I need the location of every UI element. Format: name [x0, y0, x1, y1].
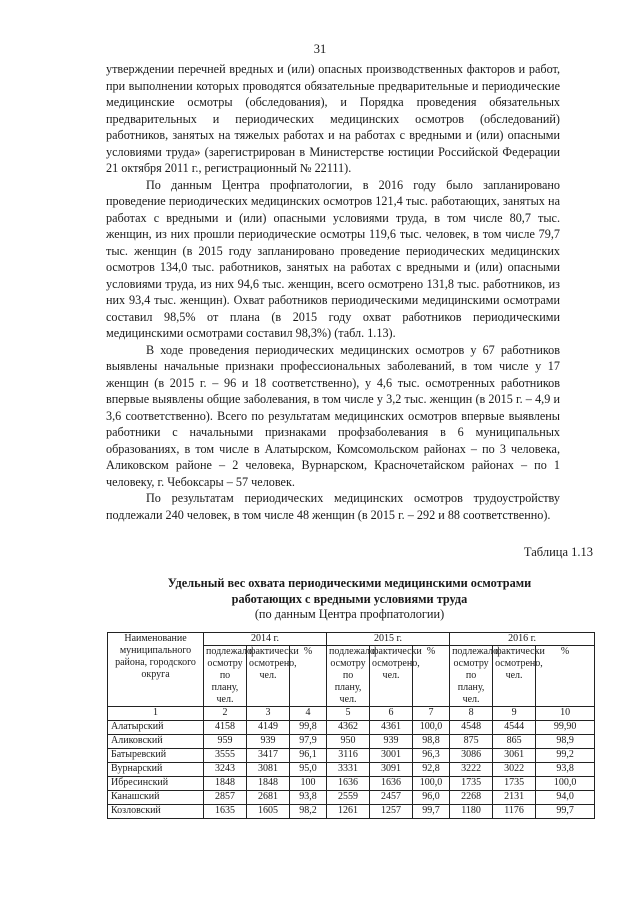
cell: 1180 — [450, 805, 493, 819]
cell: 4149 — [247, 721, 290, 735]
header-municipality: Наименование муниципального района, городского округа — [108, 633, 204, 707]
cell: 3022 — [493, 763, 536, 777]
header-year-2014: 2014 г. — [204, 633, 327, 646]
row-name: Козловский — [108, 805, 204, 819]
cell: 94,0 — [536, 791, 595, 805]
cell: 1261 — [327, 805, 370, 819]
cell: 3091 — [370, 763, 413, 777]
cell: 100,0 — [413, 777, 450, 791]
cell: 99,7 — [413, 805, 450, 819]
cell: 99,8 — [290, 721, 327, 735]
cell: 4362 — [327, 721, 370, 735]
cell: 2857 — [204, 791, 247, 805]
cell: 959 — [204, 735, 247, 749]
cell: 1636 — [327, 777, 370, 791]
cell: 93,8 — [536, 763, 595, 777]
cell: 3061 — [493, 749, 536, 763]
column-number: 4 — [290, 707, 327, 721]
header-planned: подлежало осмотру по плану, чел. — [327, 646, 370, 707]
cell: 3331 — [327, 763, 370, 777]
cell: 3001 — [370, 749, 413, 763]
table-title-line-1: Удельный вес охвата периодическими медицинскими осмотрами — [167, 576, 532, 590]
cell: 99,7 — [536, 805, 595, 819]
table-row — [108, 749, 595, 763]
cell: 99,2 — [536, 749, 595, 763]
row-name: Алатырский — [108, 721, 204, 735]
table-row — [108, 735, 595, 749]
cell: 875 — [450, 735, 493, 749]
header-actual: фактически осмотрено, чел. — [247, 646, 290, 707]
column-number: 5 — [327, 707, 370, 721]
cell: 1735 — [493, 777, 536, 791]
column-number: 1 — [108, 707, 204, 721]
cell: 3417 — [247, 749, 290, 763]
cell: 4361 — [370, 721, 413, 735]
header-planned: подлежало осмотру по плану, чел. — [204, 646, 247, 707]
cell: 92,8 — [413, 763, 450, 777]
table-row — [108, 763, 595, 777]
cell: 99,90 — [536, 721, 595, 735]
page-number: 31 — [313, 42, 327, 56]
header-percent: % — [413, 646, 450, 707]
cell: 98,2 — [290, 805, 327, 819]
table-row — [108, 805, 595, 819]
cell: 4158 — [204, 721, 247, 735]
cell: 1257 — [370, 805, 413, 819]
row-name: Аликовский — [108, 735, 204, 749]
cell: 3116 — [327, 749, 370, 763]
cell: 97,9 — [290, 735, 327, 749]
cell: 2131 — [493, 791, 536, 805]
cell: 1848 — [204, 777, 247, 791]
header-actual: фактически осмотрено, чел. — [370, 646, 413, 707]
cell: 1605 — [247, 805, 290, 819]
cell: 2681 — [247, 791, 290, 805]
paragraph-2: По данным Центра профпатологии, в 2016 году было запланировано проведение периодических медицинских осмотров 121,4 тыс. работающих, занятых на работах с вредными и (или) опасными условиями труда, в том числе 80,7 тыс. женщин, из них прошли периодические осмотры 119,6 тыс. человек, в том числе 79,7 тыс. женщин (в 2015 году запланировано проведение периодических медицинских осмотров 134,0 тыс. работников, занятых на работах с вредными и (или) опасными условиями труда, из них 94,6 тыс. женщин, всего осмотрено 131,8 тыс. работников, из них 93,4 тыс. женщин). Охват работников периодическими медицинскими осмотрами составил 98,5% от плана (в 2015 году охват работников периодическими медицинскими осмотрами составил 98,3%) (табл. 1.13). — [106, 177, 560, 340]
cell: 96,1 — [290, 749, 327, 763]
table-row — [108, 777, 595, 791]
cell: 100,0 — [413, 721, 450, 735]
table-title — [106, 576, 593, 623]
cell: 3555 — [204, 749, 247, 763]
table-subtitle: (по данным Центра профпатологии) — [254, 607, 445, 621]
header-year-2016: 2016 г. — [450, 633, 595, 646]
cell: 1735 — [450, 777, 493, 791]
body-text — [106, 61, 560, 523]
cell: 1635 — [204, 805, 247, 819]
header-actual: фактически осмотрено, чел. — [493, 646, 536, 707]
cell: 2268 — [450, 791, 493, 805]
paragraph-1: утверждении перечней вредных и (или) опасных производственных факторов и работ, при выполнении которых проводятся обязательные предварительные и периодические медицинские осмотры (обследования), и Порядка проведения обязательных предварительных и периодических медицинских осмотров (обследований) работников, занятых на тяжелых работах и на работах с вредными и (или) опасными условиями труда» (зарегистрирован в Министерстве юстиции Российской Федерации 21 октября 2011 г., регистрационный № 22111). — [106, 62, 560, 175]
cell: 100 — [290, 777, 327, 791]
column-number: 6 — [370, 707, 413, 721]
paragraph-3: В ходе проведения периодических медицинских осмотров у 67 работников выявлены начальные признаки профессиональных заболеваний, в том числе у 17 женщин (в 2015 г. – 96 и 18 соответственно), у 4,6 тыс. осмотренных работников впервые выявлены общие заболевания, в том числе у 3,2 тыс. женщин (в 2015 г. – 4,9 и 3,6 соответственно). Всего по результатам медицинских осмотров впервые выявлены работники с начальными признаками профзаболевания в 6 муниципальных образованиях, в том числе в Алатырском, Комсомольском районах – по 3 человека, Аликовском районе – 2 человека, Вурнарском, Красночетайском районах – по 1 человеку, г. Чебоксары – 57 человек. — [106, 342, 560, 489]
cell: 939 — [247, 735, 290, 749]
cell: 95,0 — [290, 763, 327, 777]
table-row — [108, 721, 595, 735]
cell: 98,9 — [536, 735, 595, 749]
cell: 950 — [327, 735, 370, 749]
row-name: Канашский — [108, 791, 204, 805]
cell: 1636 — [370, 777, 413, 791]
cell: 2457 — [370, 791, 413, 805]
header-percent: % — [290, 646, 327, 707]
cell: 2559 — [327, 791, 370, 805]
table-label: Таблица 1.13 — [523, 545, 593, 559]
column-number: 2 — [204, 707, 247, 721]
coverage-table — [107, 632, 595, 819]
column-number: 3 — [247, 707, 290, 721]
paragraph-4: По результатам периодических медицинских осмотров трудоустройству подлежали 240 человек, в том числе 48 женщин (в 2015 г. – 292 и 88 соответственно). — [106, 491, 560, 522]
cell: 939 — [370, 735, 413, 749]
cell: 96,0 — [413, 791, 450, 805]
cell: 3081 — [247, 763, 290, 777]
cell: 4548 — [450, 721, 493, 735]
cell: 4544 — [493, 721, 536, 735]
header-year-2015: 2015 г. — [327, 633, 450, 646]
cell: 96,3 — [413, 749, 450, 763]
column-number: 9 — [493, 707, 536, 721]
column-number-row — [108, 707, 595, 721]
column-number: 8 — [450, 707, 493, 721]
cell: 865 — [493, 735, 536, 749]
cell: 3222 — [450, 763, 493, 777]
header-percent: % — [536, 646, 595, 707]
cell: 98,8 — [413, 735, 450, 749]
row-name: Ибресинский — [108, 777, 204, 791]
column-number: 7 — [413, 707, 450, 721]
cell: 1848 — [247, 777, 290, 791]
column-number: 10 — [536, 707, 595, 721]
cell: 3243 — [204, 763, 247, 777]
cell: 100,0 — [536, 777, 595, 791]
cell: 3086 — [450, 749, 493, 763]
row-name: Батыревский — [108, 749, 204, 763]
header-planned: подлежало осмотру по плану, чел. — [450, 646, 493, 707]
row-name: Вурнарский — [108, 763, 204, 777]
table-title-line-2: работающих с вредными условиями труда — [231, 591, 468, 606]
table-row — [108, 791, 595, 805]
cell: 93,8 — [290, 791, 327, 805]
cell: 1176 — [493, 805, 536, 819]
